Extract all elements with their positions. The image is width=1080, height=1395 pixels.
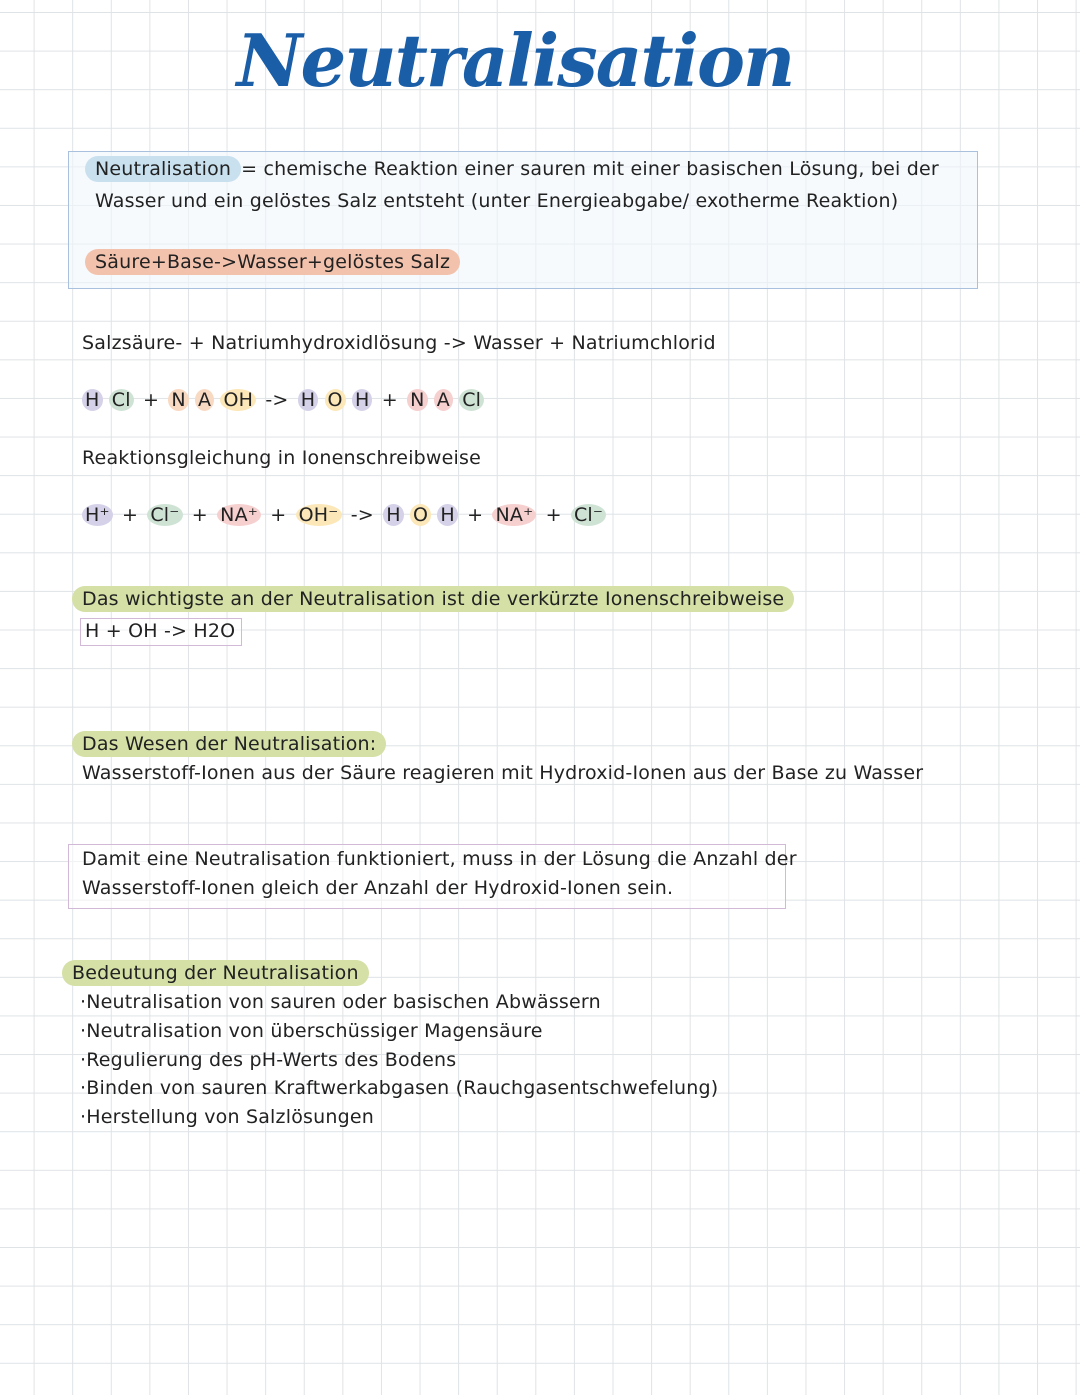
equation-token: OH [220, 389, 256, 411]
equation-token: -> [265, 389, 289, 411]
definition-term: Neutralisation [85, 156, 241, 182]
definition-text: = chemische Reaktion einer sauren mit einer basischen Lösung, bei der [241, 158, 939, 180]
equation-token: H [437, 504, 458, 526]
significance-item: ·Herstellung von Salzlösungen [80, 1106, 374, 1128]
significance-heading: Bedeutung der Neutralisation [62, 960, 369, 986]
equation-token: O [325, 389, 346, 411]
equation-token: Cl [459, 389, 484, 411]
equation-token: + [121, 504, 139, 526]
condition-line-2: Wasserstoff-Ionen gleich der Anzahl der Hydroxid-Ionen sein. [82, 877, 674, 899]
net-ionic-equation: H + OH -> H2O [80, 618, 242, 646]
word-equation: Säure+Base->Wasser+gelöstes Salz [85, 249, 460, 275]
equation-token: N [168, 389, 188, 411]
ionic-equation [82, 504, 606, 526]
essence-heading: Das Wesen der Neutralisation: [72, 731, 386, 757]
equation-token: -> [350, 504, 374, 526]
equation-token: NA⁺ [492, 504, 536, 526]
equation-token: Cl⁻ [571, 504, 606, 526]
equation-token: + [381, 389, 398, 411]
equation-token: Cl⁻ [147, 504, 182, 526]
equation-token: A [434, 389, 453, 411]
equation-token: H [352, 389, 373, 411]
significance-item: ·Binden von sauren Kraftwerkabgasen (Rauchgasentschwefelung) [80, 1077, 719, 1099]
definition-line-1 [85, 158, 939, 180]
important-heading: Das wichtigste an der Neutralisation ist die verkürzte Ionenschreibweise [72, 586, 794, 612]
example-words: Salzsäure- + Natriumhydroxidlösung -> Wasser + Natriumchlorid [82, 332, 716, 354]
essence-text: Wasserstoff-Ionen aus der Säure reagieren mit Hydroxid-Ionen aus der Base zu Wasser [82, 762, 924, 784]
equation-token: H [82, 389, 103, 411]
significance-item: ·Neutralisation von überschüssiger Magensäure [80, 1020, 543, 1042]
definition-line-2: Wasser und ein gelöstes Salz entsteht (unter Energieabgabe/ exotherme Reaktion) [95, 190, 899, 212]
equation-token: + [467, 504, 484, 526]
significance-item: ·Regulierung des pH-Werts des Bodens [80, 1049, 457, 1071]
equation-token: A [195, 389, 214, 411]
page-title: Neutralisation [236, 18, 794, 103]
ion-heading: Reaktionsgleichung in Ionenschreibweise [82, 447, 482, 469]
equation-token: H⁺ [82, 504, 113, 526]
equation-token: OH⁻ [296, 504, 342, 526]
equation-token: NA⁺ [217, 504, 261, 526]
equation-token: Cl [109, 389, 134, 411]
condition-line-1: Damit eine Neutralisation funktioniert, muss in der Lösung die Anzahl der [82, 848, 797, 870]
equation-token: + [270, 504, 287, 526]
equation-token: O [410, 504, 431, 526]
molecular-equation [82, 389, 484, 411]
equation-token: H [298, 389, 319, 411]
equation-token: H [383, 504, 404, 526]
equation-token: + [191, 504, 208, 526]
equation-token: + [545, 504, 562, 526]
significance-item: ·Neutralisation von sauren oder basischen Abwässern [80, 991, 601, 1013]
equation-token: + [142, 389, 160, 411]
equation-token: N [407, 389, 427, 411]
